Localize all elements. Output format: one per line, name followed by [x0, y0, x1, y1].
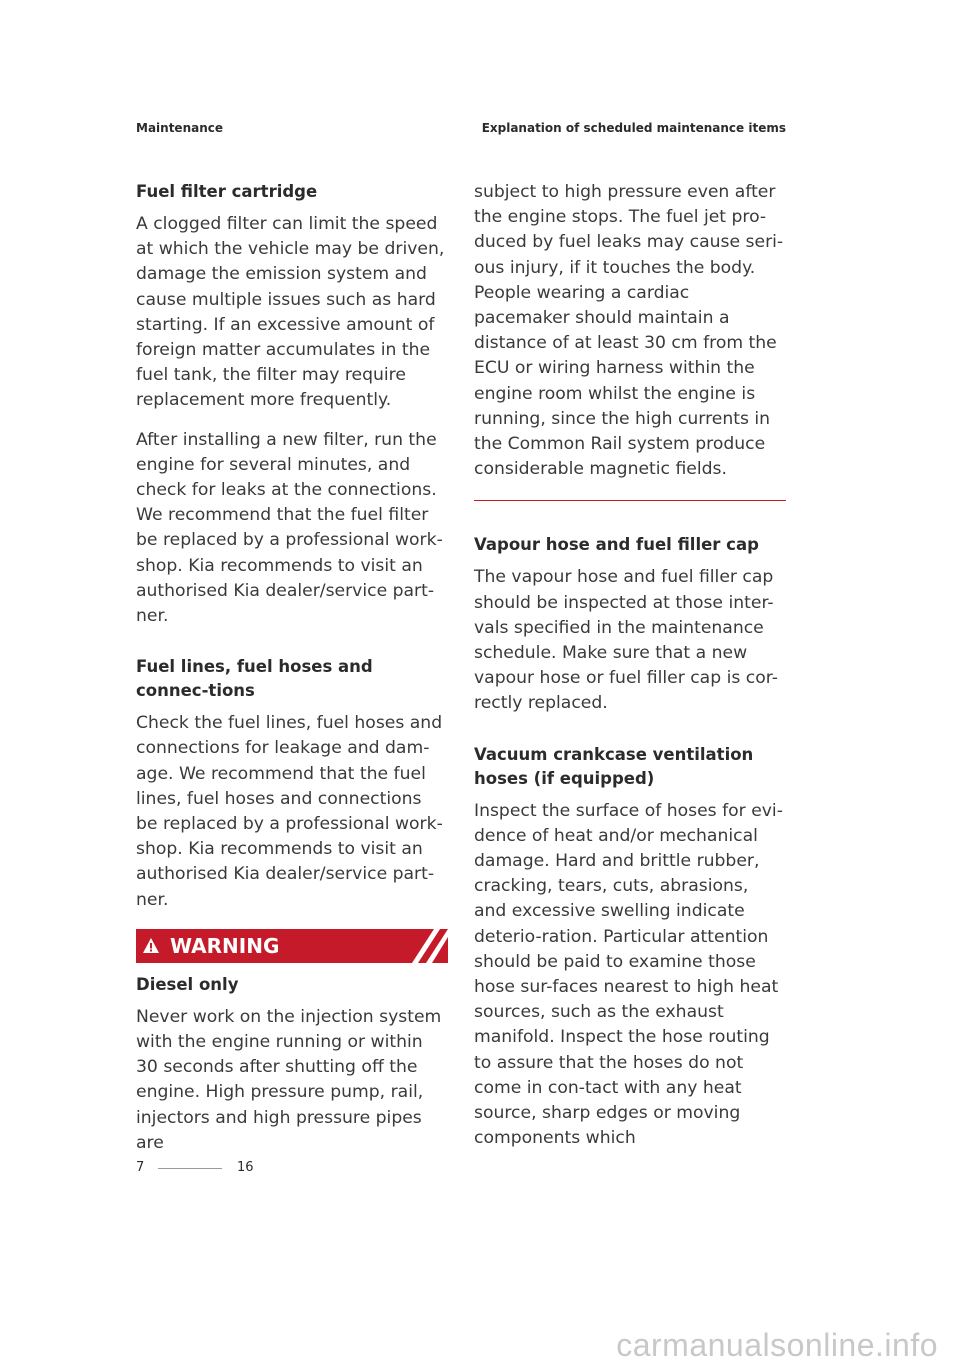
warning-triangle-icon [142, 937, 160, 955]
fuel-filter-paragraph-1: A clogged filter can limit the speed at which the vehicle may be driven, damage the emission system and cause multiple issues such as hard starting. If an excessive amount of foreign matter accumulates in the fuel tank, the filter may require replacement more frequently. [136, 214, 445, 411]
warning-label: WARNING [170, 933, 280, 958]
right-column [474, 180, 786, 1166]
left-column [136, 180, 448, 1170]
warning-end-divider [474, 500, 786, 501]
spacer [136, 643, 448, 655]
warning-stripes-decoration [388, 929, 448, 963]
fuel-filter-heading: Fuel filter cartridge [136, 182, 318, 201]
crankcase-paragraph: Inspect the surface of hoses for evi-dence of heat and/or mechanical damage. Hard and brittle rubber, cracking, tears, cuts, abrasions, and excessive swelling indicate deterio-ration. Particular attention should be paid to examine those hose sur-faces nearest to high heat sources, such as the exhaust manifold. Inspect the hose routing to assure that the hoses do not come in con-tact with any heat source, sharp edges or moving components which [474, 800, 783, 1149]
vapour-hose-paragraph: The vapour hose and fuel filler cap should be inspected at those inter-vals specified in the maintenance schedule. Make sure that a new vapour hose or fuel filler cap is cor-rectly replaced. [474, 567, 778, 714]
warning-paragraph: Never work on the injection system with the engine running or within 30 seconds after shutting off the engine. High pressure pump, rail, injectors and high pressure pipes are [136, 1006, 442, 1153]
section-header: Maintenance [136, 121, 224, 135]
fuel-lines-paragraph: Check the fuel lines, fuel hoses and connections for leakage and dam-age. We recommend that the fuel lines, fuel hoses and connections be replaced by a professional work-shop. Kia recommends to visit an authorised Kia dealer/service part-ner. [136, 713, 443, 910]
fuel-filter-paragraph-2: After installing a new filter, run the engine for several minutes, and check for leaks at the connections. We recommend that the fuel filter be replaced by a professional work-shop. Kia recommends to visit an authorised Kia dealer/service part-ner. [136, 429, 443, 627]
footer-divider [158, 1168, 222, 1169]
warning-subheading: Diesel only [136, 974, 239, 994]
watermark: carmanualsonline.info [616, 1327, 938, 1363]
warning-banner [136, 929, 448, 963]
chapter-number: 7 [136, 1160, 145, 1175]
page-header-title: Explanation of scheduled maintenance items [481, 121, 786, 135]
crankcase-heading: Vacuum crankcase ventilation hoses (if equipped) [474, 744, 754, 788]
page-number: 16 [237, 1160, 254, 1175]
fuel-lines-heading: Fuel lines, fuel hoses and connec-tions [136, 657, 373, 701]
warning-continued-paragraph: subject to high pressure even after the engine stops. The fuel jet pro-duced by fuel leaks may cause seri-ous injury, if it touches the body. People wearing a cardiac pacemaker should maintain a distance of at least 30 cm from the ECU or wiring harness within the engine room whilst the engine is running, since the high currents in the Common Rail system produce considerable magnetic fields. [474, 182, 784, 480]
vapour-hose-heading: Vapour hose and fuel filler cap [474, 535, 759, 555]
spacer [474, 731, 786, 743]
